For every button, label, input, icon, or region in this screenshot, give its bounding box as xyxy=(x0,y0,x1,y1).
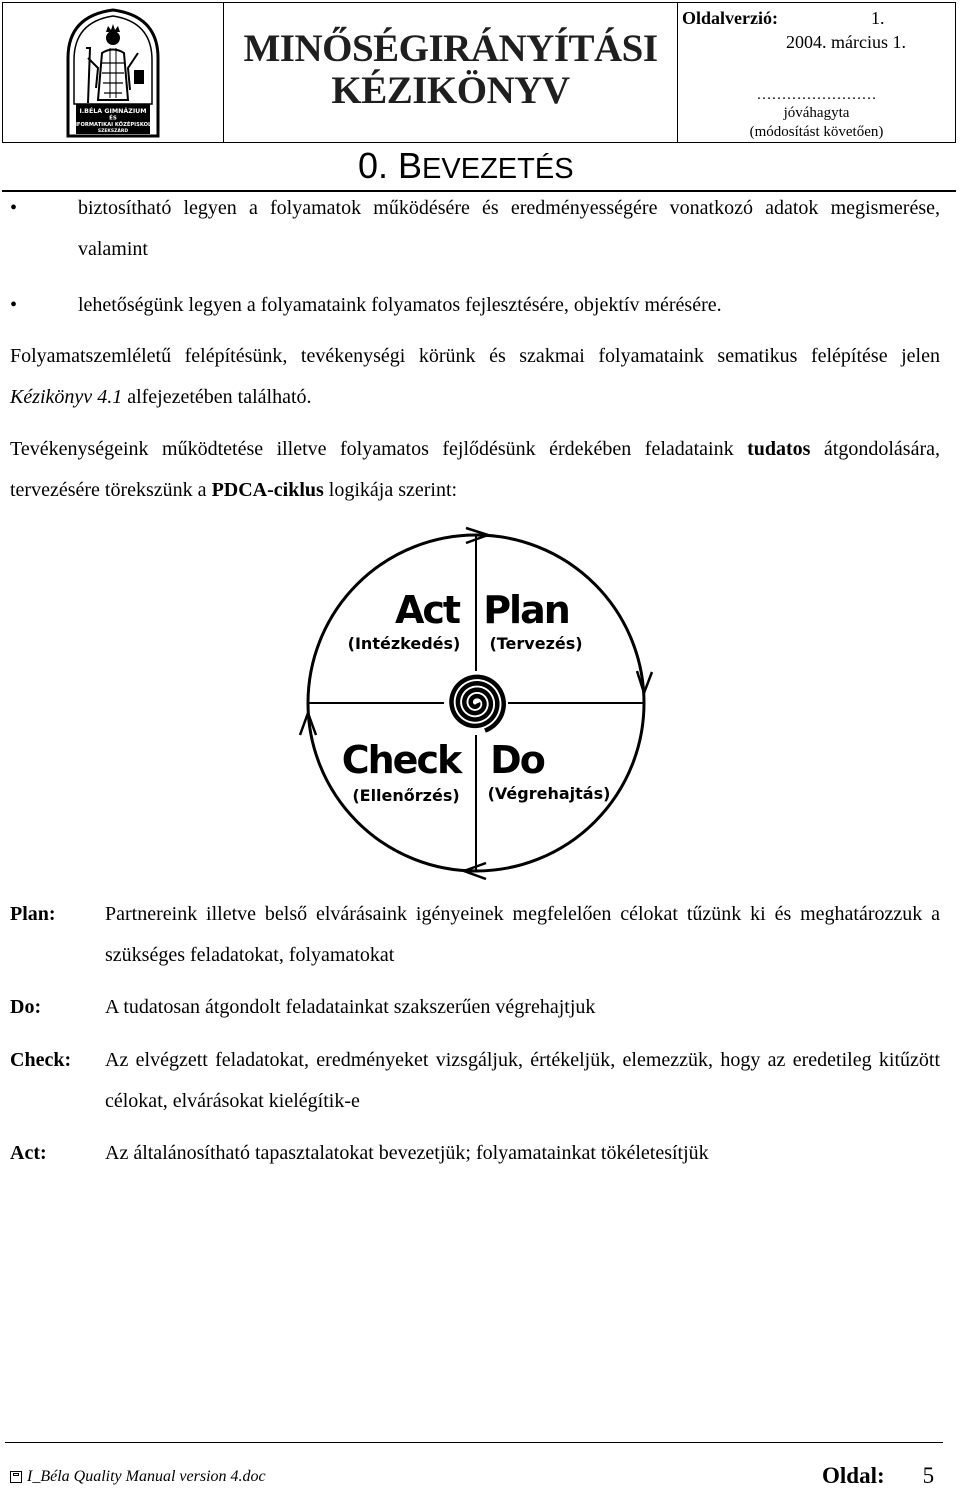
bullet-item xyxy=(10,188,940,270)
logo-text-line2: ÉS xyxy=(109,115,117,121)
approval-note: (módosítást követően) xyxy=(749,124,884,140)
pdca-cycle-diagram xyxy=(296,525,656,880)
footer-filename: I_Béla Quality Manual version 4.doc xyxy=(27,1468,266,1485)
quadrant-check-subtitle: (Ellenőrzés) xyxy=(352,786,460,805)
version-label: Oldalverzió: xyxy=(682,8,778,28)
bullet-symbol: • xyxy=(10,294,18,316)
logo-text-line1: I.BÉLA GIMNÁZIUM xyxy=(79,107,147,115)
footer-page xyxy=(822,1463,934,1489)
definition-term: Act: xyxy=(10,1142,47,1164)
spiral-icon xyxy=(444,671,508,735)
emphasis-tudatos: tudatos xyxy=(747,438,811,460)
chapter-title-rest: EVEZETÉS xyxy=(422,153,574,185)
bullet-symbol: • xyxy=(10,197,18,219)
definition-text: Az általánosítható tapasztalatokat bevezetjük; folyamatainkat tökéletesítjük xyxy=(105,1142,709,1164)
quadrant-do-subtitle: (Végrehajtás) xyxy=(487,784,611,803)
footer-file xyxy=(10,1468,266,1486)
arrow-head-right xyxy=(637,671,652,693)
paragraph-pdca-middle: átgondolására, tervezésére törekszünk a xyxy=(10,438,940,501)
definition-text: A tudatosan átgondolt feladatainkat szakszerűen végrehajtjuk xyxy=(105,996,596,1018)
paragraph-structure-text: Folyamatszemléletű felépítésünk, tevékenységi körünk és szakmai folyamataink sematikus felépítése jelen xyxy=(10,345,940,367)
definition-plan xyxy=(10,894,940,976)
quadrant-act-title: Act xyxy=(394,588,460,632)
version-info-cell xyxy=(678,3,955,142)
logo-text-line3: INFORMATIKAI KÖZÉPISKOLA xyxy=(70,121,156,128)
floppy-disk-icon xyxy=(10,1471,22,1483)
quadrant-plan-title: Plan xyxy=(483,588,569,632)
quadrant-act-subtitle: (Intézkedés) xyxy=(347,634,461,653)
school-crest-logo xyxy=(58,8,168,138)
paragraph-pdca xyxy=(10,429,940,511)
definition-text: Partnereink illetve belső elvárásaink igényeinek megfelelően célokat tűzünk ki és meghatározzuk a szükséges feladatokat, folyamatokat xyxy=(105,903,940,966)
paragraph-pdca-text: Tevékenységeink működtetése illetve folyamatos fejlődésünk érdekében feladataink xyxy=(10,438,748,460)
bullet-item xyxy=(10,285,940,326)
title-cell xyxy=(224,3,678,142)
footer-divider xyxy=(5,1442,943,1443)
quadrant-check-title: Check xyxy=(341,738,461,782)
logo-cell xyxy=(3,3,224,142)
approved-label: jóváhagyta xyxy=(783,105,850,121)
version-date: 2004. március 1. xyxy=(786,32,906,52)
quadrant-plan-subtitle: (Tervezés) xyxy=(489,634,583,653)
definition-term: Check: xyxy=(10,1049,72,1071)
emphasis-pdca: PDCA-ciklus xyxy=(211,479,324,501)
definition-text: Az elvégzett feladatokat, eredményeket vizsgáljuk, értékeljük, elemezzük, hogy az eredetileg kitűzött célokat, elvárásokat kielégítik-e xyxy=(105,1049,940,1112)
paragraph-structure-end: alfejezetében található. xyxy=(122,386,312,408)
logo-text-line4: SZEKSZÁRD xyxy=(97,128,129,134)
paragraph-structure xyxy=(10,336,940,418)
definition-term: Do: xyxy=(10,996,42,1018)
bullet-text: lehetőségünk legyen a folyamataink folyamatos fejlesztésére, objektív mérésére. xyxy=(78,294,722,316)
definition-act xyxy=(10,1133,940,1174)
quadrant-do-title: Do xyxy=(490,738,544,782)
manual-title-line2: KÉZIKÖNYV xyxy=(331,69,570,112)
manual-title-line1: MINŐSÉGIRÁNYÍTÁSI xyxy=(243,27,658,70)
approval-dots: …………………… xyxy=(756,87,877,103)
document-header xyxy=(2,2,956,143)
page-label: Oldal: xyxy=(822,1463,885,1488)
definition-term: Plan: xyxy=(10,903,56,925)
paragraph-pdca-end: logikája szerint: xyxy=(323,479,458,501)
version-value: 1. xyxy=(871,8,885,28)
page-number: 5 xyxy=(922,1463,935,1488)
manual-reference: Kézikönyv 4.1 xyxy=(10,386,123,408)
definition-check xyxy=(10,1040,940,1122)
bullet-text: biztosítható legyen a folyamatok működésére és eredményességére vonatkozó adatok megismerése, valamint xyxy=(78,197,940,260)
definition-do xyxy=(10,987,940,1028)
chapter-title-prefix: 0. B xyxy=(358,145,423,186)
chapter-title xyxy=(358,145,574,187)
